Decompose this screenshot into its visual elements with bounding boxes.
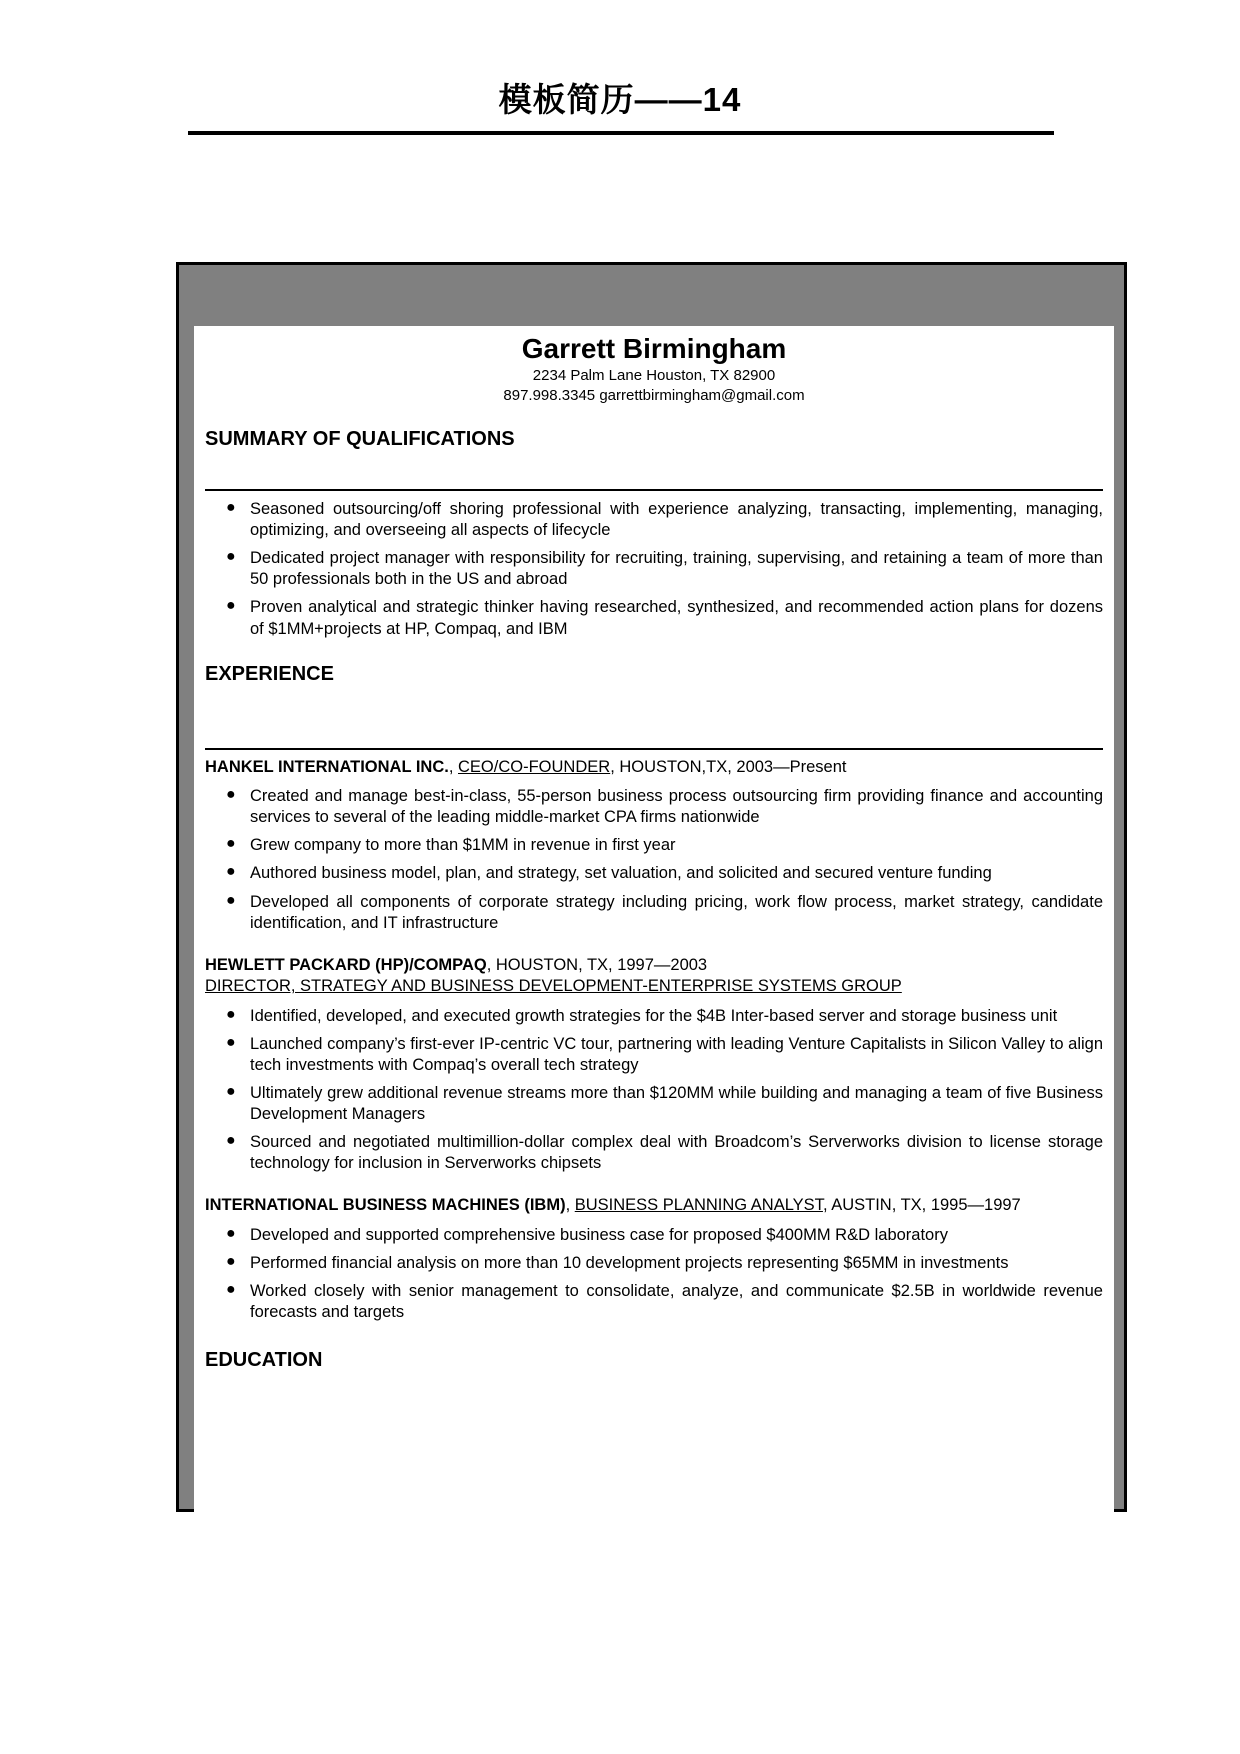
experience-entry [205,955,1103,1175]
role-title: DIRECTOR, STRATEGY AND BUSINESS DEVELOPMENT-ENTERPRISE SYSTEMS GROUP [205,977,902,996]
title-underline [188,131,1054,135]
entry-location-dates: , AUSTIN, TX, 1995—1997 [822,1196,1021,1215]
experience-heading: EXPERIENCE [205,662,334,685]
bullet-item: ● Dedicated project manager with responsibility for recruiting, training, supervising, and retaining a team of more than 50 professionals both in the US and abroad [205,548,1103,590]
bullet-item: ● Developed all components of corporate strategy including pricing, work flow process, market strategy, candidate identification, and IT infrastructure [205,892,1103,934]
experience-entry-header [205,955,1103,976]
header-separator: , [565,1196,575,1215]
entry-location-dates: , HOUSTON, TX, 1997—2003 [486,955,708,974]
bullet-item: ● Sourced and negotiated multimillion-dollar complex deal with Broadcom’s Serverworks division to license storage technology for inclusion in Serverworks chipsets [205,1132,1103,1174]
summary-heading: SUMMARY OF QUALIFICATIONS [205,428,515,450]
bullet-item: ● Performed financial analysis on more than 10 development projects representing $65MM in investments [205,1253,1103,1274]
bullet-item: ● Identified, developed, and executed growth strategies for the $4B Inter-based server and storage business unit [205,1006,1103,1027]
education-heading: EDUCATION [205,1349,323,1372]
candidate-contact: 897.998.3345 garrettbirmingham@gmail.com [503,386,805,404]
experience-entry-header [205,757,1103,778]
entry-bullet-list [205,1006,1103,1175]
company-name: HEWLETT PACKARD (HP)/COMPAQ [205,955,487,974]
bullet-item: ● Launched company’s first-ever IP-centric VC tour, partnering with leading Venture Capitalists in Silicon Valley to align tech investments with Compaq’s overall tech strategy [205,1034,1103,1076]
entry-bullet-list [205,786,1103,934]
bullet-item: ● Developed and supported comprehensive business case for proposed $400MM R&D laboratory [205,1225,1103,1246]
company-name: HANKEL INTERNATIONAL INC. [205,757,449,776]
header-separator: , [448,757,459,776]
entry-location-dates: , HOUSTON,TX, 2003—Present [610,757,847,776]
document-title: 模板简历——14 [498,81,742,118]
bullet-item: ● Worked closely with senior management to consolidate, analyze, and communicate $2.5B in worldwide revenue forecasts and targets [205,1281,1103,1323]
experience-entry [205,757,1103,934]
role-title: BUSINESS PLANNING ANALYST [574,1196,823,1215]
entry-bullet-list [205,1225,1103,1323]
bullet-item: ● Ultimately grew additional revenue streams more than $120MM while building and managing a team of five Business Development Managers [205,1083,1103,1125]
resume-frame [176,262,1127,1512]
section-divider [205,748,1103,750]
experience-entry-header [205,1195,1103,1216]
resume-sheet [194,326,1114,1516]
candidate-address: 2234 Palm Lane Houston, TX 82900 [532,367,776,384]
bullet-item: ● Created and manage best-in-class, 55-person business process outsourcing firm providing finance and accounting services to several of the leading middle-market CPA firms nationwide [205,786,1103,828]
company-name: INTERNATIONAL BUSINESS MACHINES (IBM) [205,1196,566,1215]
bullet-item: ● Authored business model, plan, and strategy, set valuation, and solicited and secured venture funding [205,863,1103,884]
bullet-item: ● Grew company to more than $1MM in revenue in first year [205,835,1103,856]
section-divider [205,489,1103,491]
summary-bullet-list [205,499,1103,640]
candidate-name: Garrett Birmingham [521,333,787,364]
bullet-item: ● Proven analytical and strategic thinker having researched, synthesized, and recommended action plans for dozens of $1MM+projects at HP, Compaq, and IBM [205,597,1103,639]
experience-entry [205,1195,1103,1323]
bullet-item: ● Seasoned outsourcing/off shoring professional with experience analyzing, transacting, implementing, managing, optimizing, and overseeing all aspects of lifecycle [205,499,1103,541]
role-title: CEO/CO-FOUNDER [458,757,611,776]
